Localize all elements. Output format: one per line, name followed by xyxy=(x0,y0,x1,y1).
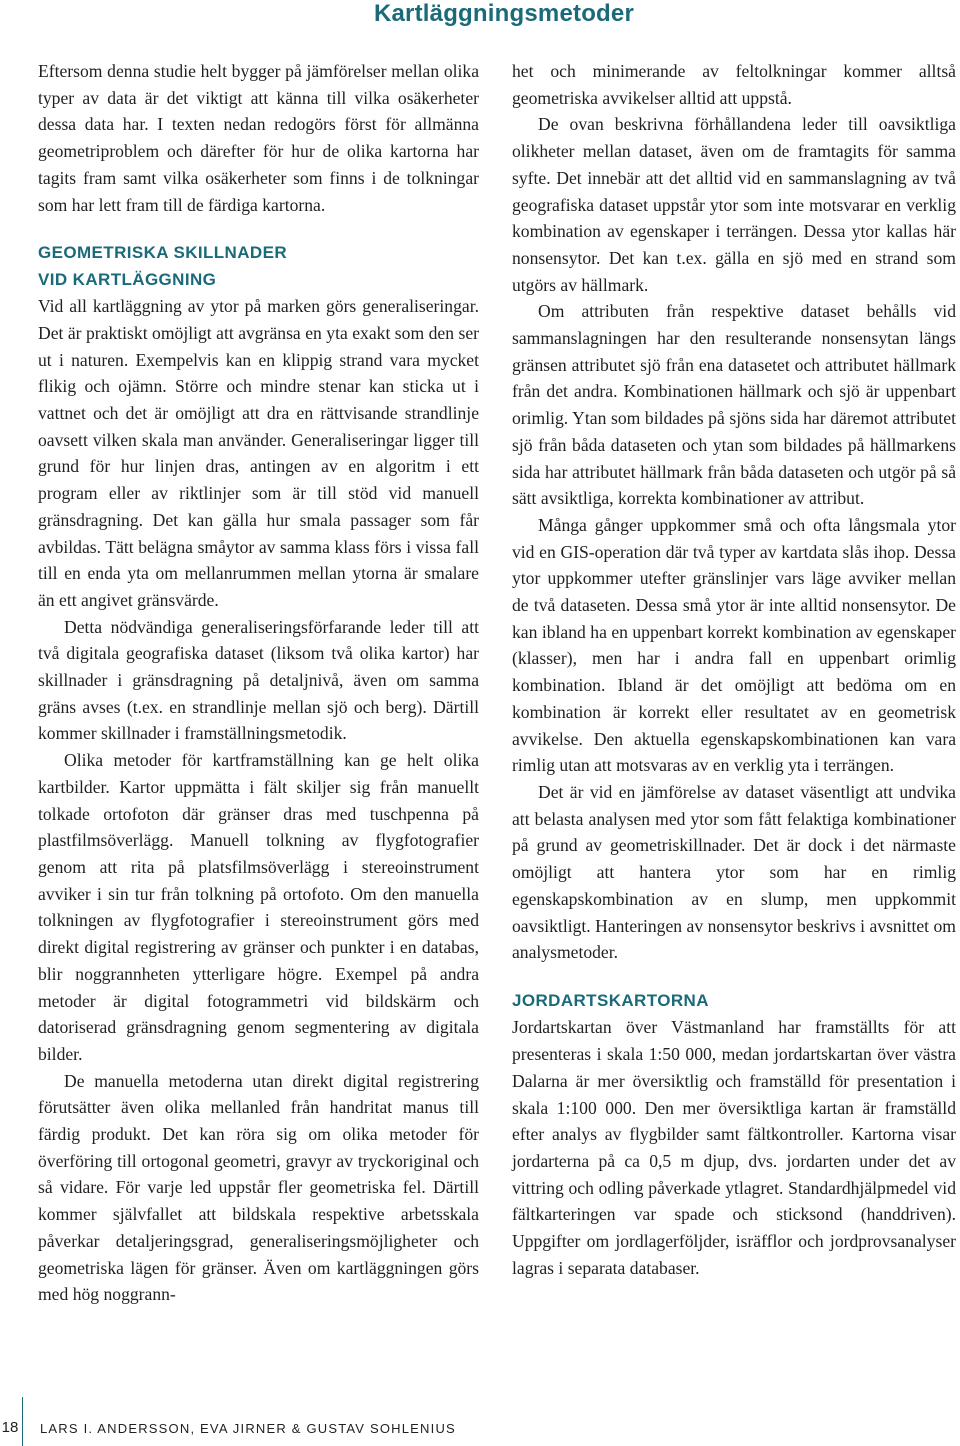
section-heading-jordartskartorna: JORDARTSKARTORNA xyxy=(512,990,709,1010)
page-number: 18 xyxy=(1,1419,19,1436)
section-heading-geometriska-skillnader xyxy=(38,240,479,293)
body-paragraph: Vid all kartläggning av ytor på marken görs generaliseringar. Det är praktiskt omöjligt att avgränsa en yta exakt som den ser ut i naturen. Exempelvis kan en klippig strand vara mycket flikig och ojämn. Större och mindre stenar kan sticka ut i vattnet och det är omöjligt att dra en rättvisande strandlinje oavsett vilken skala man använder. Generaliseringar ligger till grund för hur linjen dras, antingen av en algoritm i ett program eller av riktlinjer som är till stöd vid manuell gränsdragning. Det kan gälla hur smala passager som får avbildas. Tätt belägna småytor av samma klass förs i vissa fall till en enda yta om mellanrummen mellan ytorna är smalare än ett angivet gränsvärde. xyxy=(38,296,479,610)
body-paragraph: De ovan beskrivna förhållandena leder till oavsiktliga olikheter mellan dataset, även om de framtagits för samma syfte. Det innebär att det alltid vid en sammanslagning av två geografiska dataset uppstår ytor som inte motsvarar en verklig kombination av egenskaper i terrängen. Dessa ytor kallas här nonsensytor. Det kan t.ex. gälla en sjö med en strand som utgörs av hällmark. xyxy=(512,114,956,295)
body-paragraph: Detta nödvändiga generaliseringsförfarande leder till att två digitala geografiska dataset (liksom två olika kartor) har skillnader i gränsdragning på detaljnivå, även om samma gräns avses (t.ex. en strandlinje mellan sjö och berg). Därtill kommer skillnader i framställningsmetodik. xyxy=(38,616,479,744)
heading-line-1: GEOMETRISKA SKILLNADER xyxy=(38,243,288,263)
heading-line-2: VID KARTLÄGGNING xyxy=(38,269,217,289)
footer-divider xyxy=(22,1397,23,1446)
body-paragraph: Om attributen från respektive dataset behålls vid sammanslagningen har den resulterande nonsensytan längs gränsen attributet sjö från ena datasetet och attributet hällmark från det andra. Kombinationen hällmark och sjö är uppenbart orimlig. Ytan som bildades på sjöns sida har däremot attributet sjö från båda dataseten och ytan som bildades på hällmarkens sida har attributet hällmark från båda dataseten och utgör på så sätt avsiktliga, korrekta kombinationer av attribut. xyxy=(512,301,956,509)
body-paragraph: Många gånger uppkommer små och ofta långsmala ytor vid en GIS-operation där två typer av kartdata slås ihop. Dessa ytor uppkommer utefter gränslinjer vars läge avviker mellan de två dataseten. Dessa små ytor är inte alltid nonsensytor. De kan ibland ha en uppenbart korrekt kombination av egenskaper (klasser), men har i andra fall en uppenbart orimlig kombination. Ibland är det omöjligt att bedöma om en kombination är korrekt eller resultatet av en geometrisk avvikelse. Den aktuella egenskapskombinationen kan vara rimlig utan att motsvaras av en verklig yta i terrängen. xyxy=(512,514,956,776)
page-title: Kartläggningsmetoder xyxy=(373,0,634,27)
footer-authors: LARS I. ANDERSSON, EVA JIRNER & GUSTAV SOHLENIUS xyxy=(40,1421,456,1436)
intro-paragraph: Eftersom denna studie helt bygger på jämförelser mellan olika typer av data är det viktigt att känna till vilka osäkerheter dessa data har. I texten nedan redogörs först för allmänna geometriproblem och därefter för hur de olika kartorna har tagits fram samt vilka osäkerheter som finns i de tolkningar som har lett fram till de färdiga kartorna. xyxy=(38,61,479,215)
body-paragraph: het och minimerande av feltolkningar kommer alltså geometriska avvikelser alltid att uppstå. xyxy=(512,61,956,108)
body-paragraph: De manuella metoderna utan direkt digital registrering förutsätter även olika mellanled från handritat manus till färdig produkt. Det kan röra sig om olika metoder för överföring till ortogonal geometri, gravyr av tryckoriginal och så vidare. För varje led uppstår fler geometriska fel. Därtill kommer självfallet att bildskala respektive arbetsskala påverkar detaljeringsgrad, generaliseringsmöjligheter och geometriska lägen för gränser. Även om kartläggningen görs med hög noggrann- xyxy=(38,1070,479,1305)
body-paragraph: Det är vid en jämförelse av dataset väsentligt att undvika att belasta analysen med ytor som fått felaktiga kombinationer på grund av geometriskillnader. Det är dock i det närmaste omöjligt att hantera ytor som har en rimlig egenskapskombination av en slump, men uppkommit oavsiktligt. Hanteringen av nonsensytor beskrivs i avsnittet om analysmetoder. xyxy=(512,781,956,963)
body-paragraph: Olika metoder för kartframställning kan ge helt olika kartbilder. Kartor uppmätta i fält skiljer sig från manuellt tolkade ortofoton där gränser dras med tuschpenna på plastfilmsöverlägg. Manuell tolkning av flygfotografier genom att rita på platsfilmsöverlägg i stereoinstrument avviker i sin tur från tolkning på ortofoto. Om den manuella tolkningen av flygfotografier i stereoinstrument görs med direkt digital registrering av gränser och punkter i en databas, blir noggrannheten ytterligare högre. Exempel på andra metoder är digital fotogrammetri vid bildskärm och datoriserad gränsdragning genom segmentering av digitala bilder. xyxy=(38,750,479,1064)
left-column xyxy=(38,58,479,1308)
body-paragraph: Jordartskartan över Västmanland har framställts för att presenteras i skala 1:50 000, medan jordartskartan över västra Dalarna är mer översiktlig och framställd för presentation i skala 1:100 000. Den mer översiktliga kartan är framställd efter analys av flygbilder samt fältkontroller. Kartorna visar jordarterna på ca 0,5 m djup, dvs. jordarten under det av vittring och odling påverkade ytlagret. Standardhjälpmedel vid fältkarteringen var spade och sticksond (handdriven). Uppgifter om jordlagerföljder, isräfflor och jordprovsanalyser lagras i separata databaser. xyxy=(512,1017,956,1278)
page-footer xyxy=(0,1397,960,1446)
right-column xyxy=(512,58,956,1281)
